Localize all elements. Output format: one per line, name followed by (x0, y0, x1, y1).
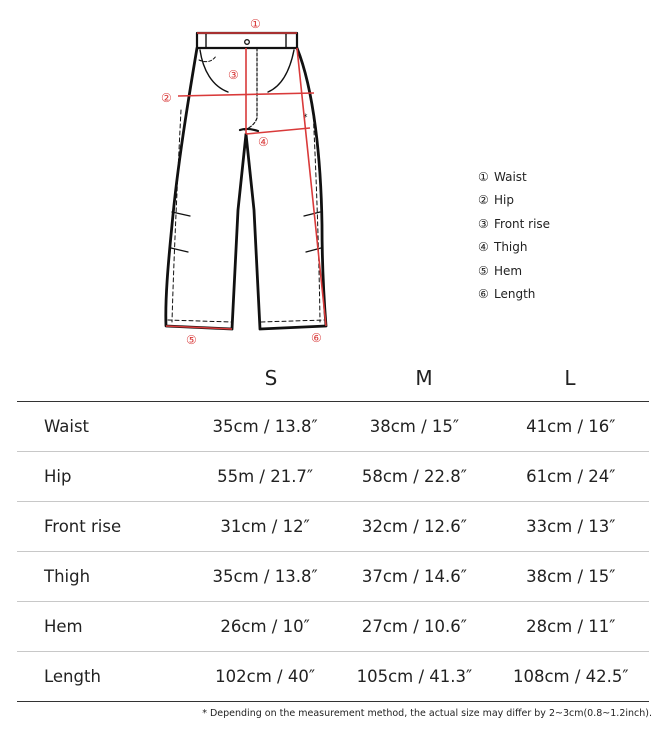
legend-item-hem (478, 264, 550, 287)
measurement-legend (478, 170, 550, 310)
marker-front-rise: ③ (228, 68, 239, 82)
marker-hip: ② (161, 91, 172, 105)
table-row (17, 652, 649, 702)
cell-value: 105cm / 41.3″ (336, 652, 492, 702)
legend-item-front-rise (478, 217, 550, 240)
size-header-row (0, 366, 662, 396)
cell-value: 108cm / 42.5″ (493, 652, 649, 702)
legend-number: ⑤ (478, 263, 489, 278)
legend-label: Front rise (494, 216, 551, 231)
size-header-m: M (415, 366, 433, 390)
marker-thigh: ④ (258, 135, 269, 149)
legend-label: Thigh (494, 240, 528, 255)
legend-number: ② (478, 193, 489, 208)
legend-item-hip (478, 193, 550, 216)
cell-value: 35cm / 13.8″ (194, 402, 336, 452)
cell-value: 26cm / 10″ (194, 602, 336, 652)
marker-hem: ⑤ (186, 333, 197, 347)
legend-item-waist (478, 170, 550, 193)
size-header-s: S (264, 366, 278, 390)
cell-value: 102cm / 40″ (194, 652, 336, 702)
row-label: Waist (17, 402, 194, 452)
row-label: Thigh (17, 552, 194, 602)
size-header-l: L (564, 366, 576, 390)
legend-label: Waist (494, 170, 527, 184)
cell-value: 61cm / 24″ (493, 452, 649, 502)
row-label: Front rise (17, 502, 194, 552)
legend-label: Length (494, 286, 536, 301)
cell-value: 41cm / 16″ (493, 402, 649, 452)
cell-value: 31cm / 12″ (194, 502, 336, 552)
footnote: * Depending on the measurement method, the actual size may differ by 2~3cm(0.8~1.2inch). (202, 708, 652, 719)
cell-value: 38cm / 15″ (336, 402, 492, 452)
legend-number: ① (478, 170, 489, 184)
legend-label: Hip (494, 193, 514, 208)
cell-value: 28cm / 11″ (493, 602, 649, 652)
legend-label: Hem (494, 263, 523, 278)
legend-item-length (478, 287, 550, 310)
size-table (17, 401, 649, 702)
table-row (17, 602, 649, 652)
table-row (17, 402, 649, 452)
marker-length: ⑥ (311, 331, 322, 345)
legend-number: ③ (478, 216, 489, 231)
cell-value: 33cm / 13″ (493, 502, 649, 552)
svg-text:*: * (303, 113, 308, 123)
row-label: Hem (17, 602, 194, 652)
legend-item-thigh (478, 240, 550, 263)
cell-value: 35cm / 13.8″ (194, 552, 336, 602)
cell-value: 55m / 21.7″ (194, 452, 336, 502)
marker-waist: ① (250, 17, 261, 31)
cell-value: 32cm / 12.6″ (336, 502, 492, 552)
cell-value: 27cm / 10.6″ (336, 602, 492, 652)
table-row (17, 452, 649, 502)
row-label: Length (17, 652, 194, 702)
cell-value: 37cm / 14.6″ (336, 552, 492, 602)
table-row (17, 552, 649, 602)
legend-number: ⑥ (478, 286, 489, 301)
legend-number: ④ (478, 240, 489, 255)
cell-value: 38cm / 15″ (493, 552, 649, 602)
cell-value: 58cm / 22.8″ (336, 452, 492, 502)
pants-diagram (150, 12, 340, 352)
row-label: Hip (17, 452, 194, 502)
table-row (17, 502, 649, 552)
